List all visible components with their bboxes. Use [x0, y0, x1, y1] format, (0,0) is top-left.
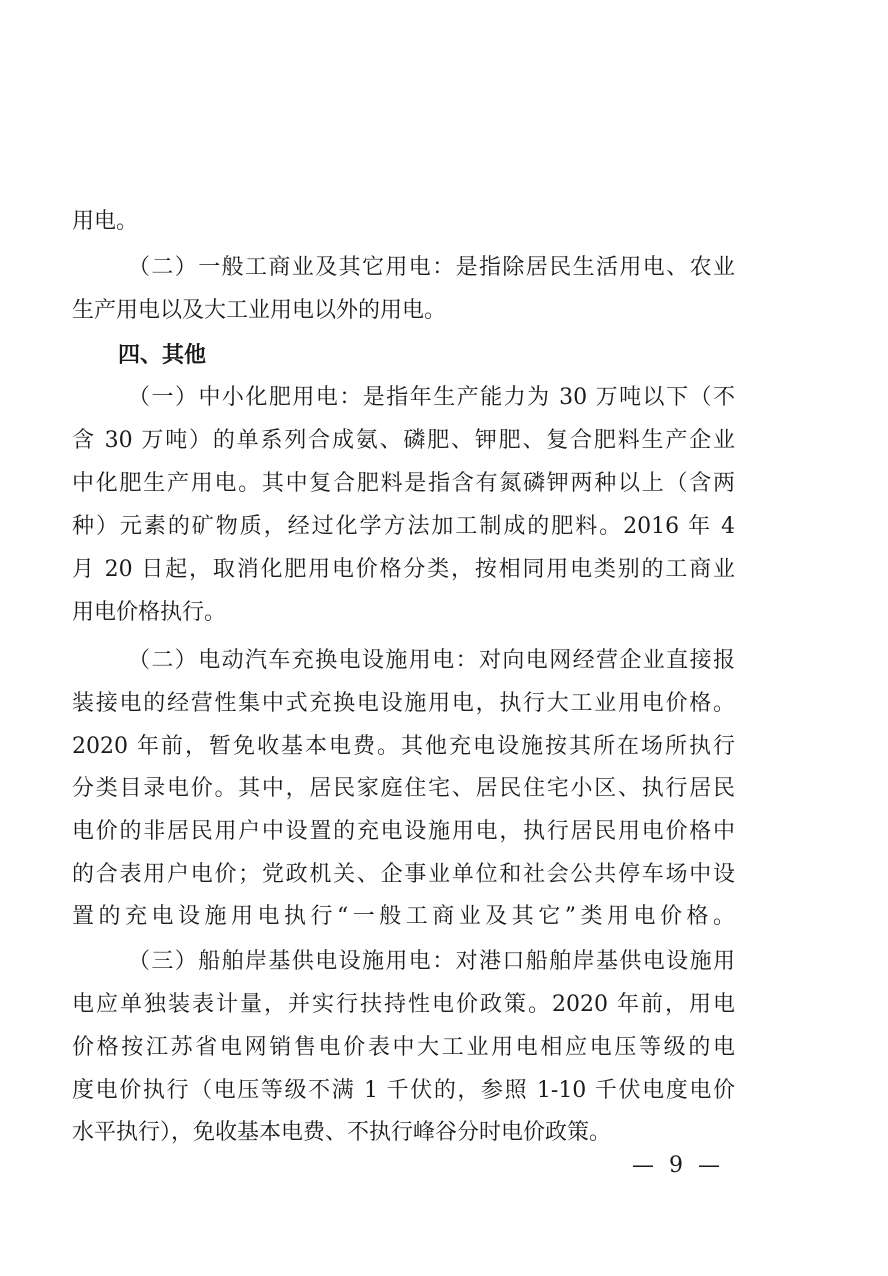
text-line: （三）船舶岸基供电设施用电：对港口船舶岸基供电设施用: [128, 949, 735, 974]
text-line: 电价的非居民用户中设置的充电设施用电，执行居民用电价格中: [72, 819, 735, 844]
page-number: — 9 —: [632, 1153, 724, 1178]
text-line: 2020 年前，暂免收基本电费。其他充电设施按其所在场所执行: [72, 734, 735, 759]
section-heading: 四、其他: [118, 342, 207, 368]
text-line: 用电价格执行。: [72, 600, 227, 625]
text-line: （二）电动汽车充换电设施用电：对向电网经营企业直接报: [128, 648, 735, 673]
text-line: 度电价执行（电压等级不满 1 千伏的，参照 1-10 千伏电度电价: [72, 1078, 735, 1103]
text-line: 中化肥生产用电。其中复合肥料是指含有氮磷钾两种以上（含两: [72, 471, 735, 496]
text-line: 的合表用户电价；党政机关、企事业单位和社会公共停车场中设: [72, 862, 735, 887]
text-line: 生产用电以及大工业用电以外的用电。: [72, 298, 447, 323]
text-line: 用电。: [72, 209, 139, 234]
text-line: 含 30 万吨）的单系列合成氨、磷肥、钾肥、复合肥料生产企业: [72, 428, 735, 453]
text-line: 分类目录电价。其中，居民家庭住宅、居民住宅小区、执行居民: [72, 776, 735, 801]
text-line: 电应单独装表计量，并实行扶持性电价政策。2020 年前，用电: [72, 992, 735, 1017]
text-line: 水平执行），免收基本电费、不执行峰谷分时电价政策。: [72, 1120, 612, 1145]
text-line: 价格按江苏省电网销售电价表中大工业用电相应电压等级的电: [72, 1035, 735, 1060]
text-line: （一）中小化肥用电：是指年生产能力为 30 万吨以下（不: [128, 385, 735, 410]
text-line: 月 20 日起，取消化肥用电价格分类，按相同用电类别的工商业: [72, 557, 735, 582]
text-line: 装接电的经营性集中式充换电设施用电，执行大工业用电价格。: [72, 691, 735, 716]
text-line: 种）元素的矿物质，经过化学方法加工制成的肥料。2016 年 4: [72, 514, 735, 539]
text-line: 置的充电设施用电执行“一般工商业及其它”类用电价格。: [72, 904, 735, 929]
text-line: （二）一般工商业及其它用电：是指除居民生活用电、农业: [128, 255, 735, 280]
